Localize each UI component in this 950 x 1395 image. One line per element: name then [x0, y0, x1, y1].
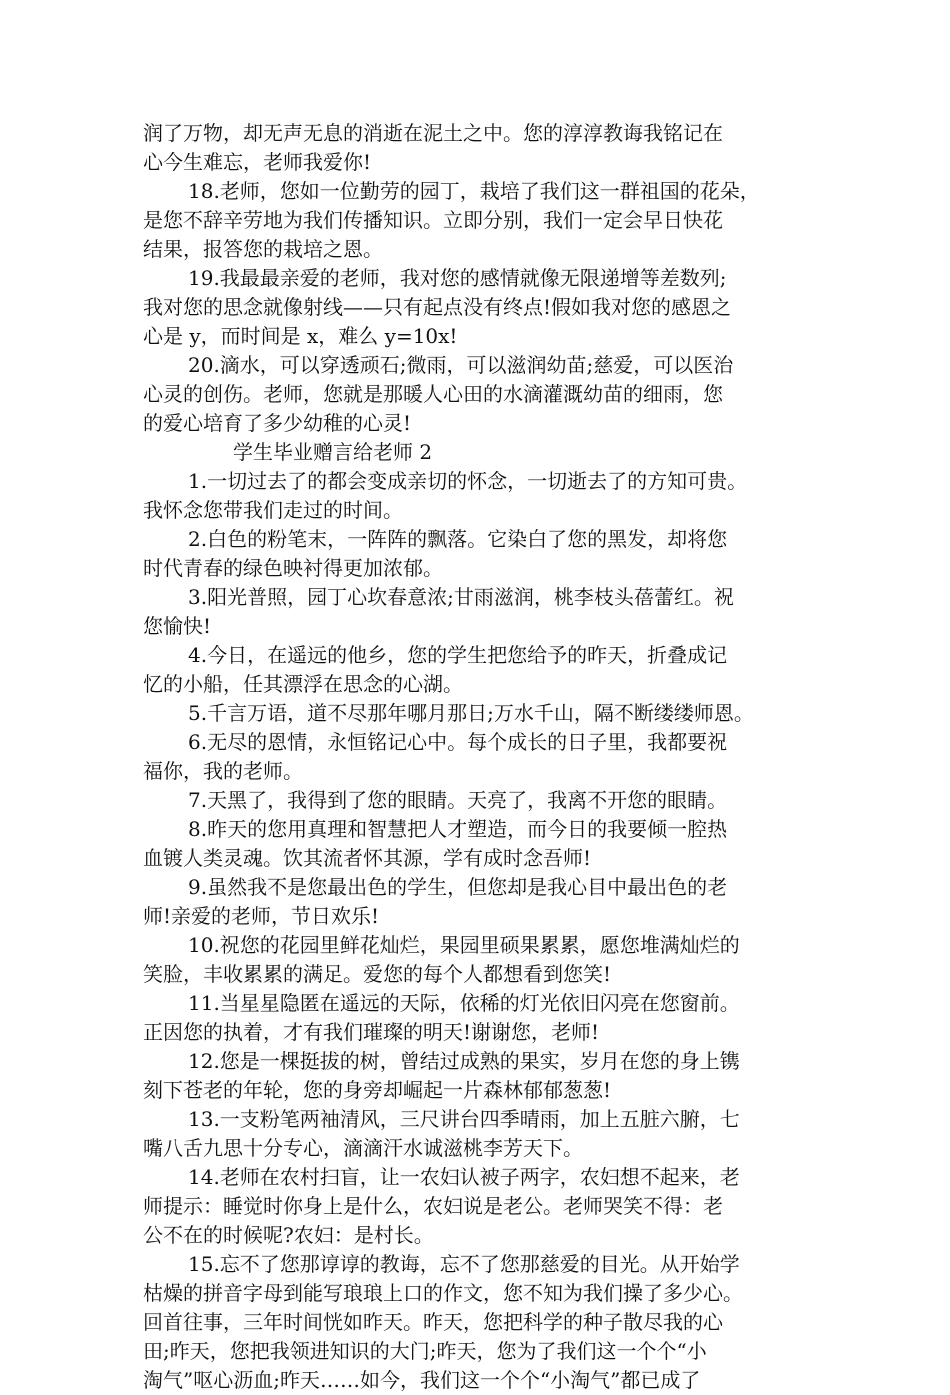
paragraph-start-line: 9.虽然我不是您最出色的学生，但您却是我心目中最出色的老	[188, 875, 728, 899]
paragraph-start-line: 1.一切过去了的都会变成亲切的怀念，一切逝去了的方知可贵。	[188, 469, 748, 493]
text-line: 枯燥的拼音字母到能写琅琅上口的作文，您不知为我们操了多少心。	[143, 1281, 743, 1305]
paragraph-start-line: 8.昨天的您用真理和智慧把人才塑造，而今日的我要倾一腔热	[188, 817, 728, 841]
paragraph-start-line: 11.当星星隐匿在遥远的天际，依稀的灯光依旧闪亮在您窗前。	[188, 991, 740, 1015]
text-line: 淘气”呕心沥血;昨天……如今，我们这一个个“小淘气”都已成了	[143, 1368, 701, 1392]
paragraph-start-line: 19.我最最亲爱的老师，我对您的感情就像无限递增等差数列;	[188, 266, 727, 290]
text-line: 师!亲爱的老师，节日欢乐!	[143, 904, 380, 928]
paragraph-start-line: 12.您是一棵挺拔的树，曾结过成熟的果实，岁月在您的身上镌	[188, 1049, 740, 1073]
text-line: 笑脸，丰收累累的满足。爱您的每个人都想看到您笑!	[143, 962, 612, 986]
paragraph-start-line: 2.白色的粉笔末，一阵阵的飘落。它染白了您的黑发，却将您	[188, 527, 728, 551]
text-line: 您愉快!	[143, 614, 212, 638]
text-line: 时代青春的绿色映衬得更加浓郁。	[143, 556, 443, 580]
text-line: 血镀人类灵魂。饮其流者怀其源，学有成时念吾师!	[143, 846, 592, 870]
paragraph-start-line: 10.祝您的花园里鲜花灿烂，果园里硕果累累，愿您堆满灿烂的	[188, 933, 740, 957]
text-line: 我怀念您带我们走过的时间。	[143, 498, 403, 522]
text-line: 正因您的执着，才有我们璀璨的明天!谢谢您，老师!	[143, 1020, 600, 1044]
text-line: 公不在的时候呢?农妇：是村长。	[143, 1223, 434, 1247]
text-line: 是您不辞辛劳地为我们传播知识。立即分别，我们一定会早日快花	[143, 208, 723, 232]
document-body	[143, 119, 815, 1395]
paragraph-start-line: 20.滴水，可以穿透顽石;微雨，可以滋润幼苗;慈爱，可以医治	[188, 353, 734, 377]
text-line: 心今生难忘，老师我爱你!	[143, 150, 372, 174]
text-line: 回首往事，三年时间恍如昨天。昨天，您把科学的种子散尽我的心	[143, 1310, 723, 1334]
text-line: 我对您的思念就像射线——只有起点没有终点!假如我对您的感恩之	[143, 295, 732, 319]
text-line: 润了万物，却无声无息的消逝在泥土之中。您的淳淳教诲我铭记在	[143, 121, 723, 145]
text-line: 田;昨天，您把我领进知识的大门;昨天，您为了我们这一个个“小	[143, 1339, 707, 1363]
text-line: 刻下苍老的年轮，您的身旁却崛起一片森林郁郁葱葱!	[143, 1078, 612, 1102]
paragraph-start-line: 6.无尽的恩情，永恒铭记心中。每个成长的日子里，我都要祝	[188, 730, 728, 754]
paragraph-start-line: 4.今日，在遥远的他乡，您的学生把您给予的昨天，折叠成记	[188, 643, 728, 667]
text-line: 师提示：睡觉时你身上是什么，农妇说是老公。老师哭笑不得：老	[143, 1194, 723, 1218]
paragraph-start-line: 13.一支粉笔两袖清风，三尺讲台四季晴雨，加上五脏六腑，七	[188, 1107, 740, 1131]
paragraph-start-line: 7.天黑了，我得到了您的眼睛。天亮了，我离不开您的眼睛。	[188, 788, 728, 812]
paragraph-start-line: 5.千言万语，道不尽那年哪月那日;万水千山，隔不断缕缕师恩。	[188, 701, 754, 725]
text-line: 的爱心培育了多少幼稚的心灵!	[143, 411, 412, 435]
text-line: 心灵的创伤。老师，您就是那暖人心田的水滴灌溉幼苗的细雨，您	[143, 382, 723, 406]
text-line: 心是 y，而时间是 x，难么 y=10x!	[143, 324, 458, 348]
paragraph-start-line: 15.忘不了您那谆谆的教诲，忘不了您那慈爱的目光。从开始学	[188, 1252, 740, 1276]
text-line: 福你，我的老师。	[143, 759, 303, 783]
text-line: 嘴八舌九思十分专心，滴滴汗水诚滋桃李芳天下。	[143, 1136, 583, 1160]
text-line: 结果，报答您的栽培之恩。	[143, 237, 383, 261]
paragraph-start-line: 3.阳光普照，园丁心坎春意浓;甘雨滋润，桃李枝头蓓蕾红。祝	[188, 585, 734, 609]
paragraph-start-line: 14.老师在农村扫盲，让一农妇认被子两字，农妇想不起来，老	[188, 1165, 740, 1189]
paragraph-start-line: 18.老师，您如一位勤劳的园丁，栽培了我们这一群祖国的花朵，	[188, 179, 760, 203]
text-line: 忆的小船，任其漂浮在思念的心湖。	[143, 672, 463, 696]
section-heading: 学生毕业赠言给老师 2	[233, 440, 433, 464]
